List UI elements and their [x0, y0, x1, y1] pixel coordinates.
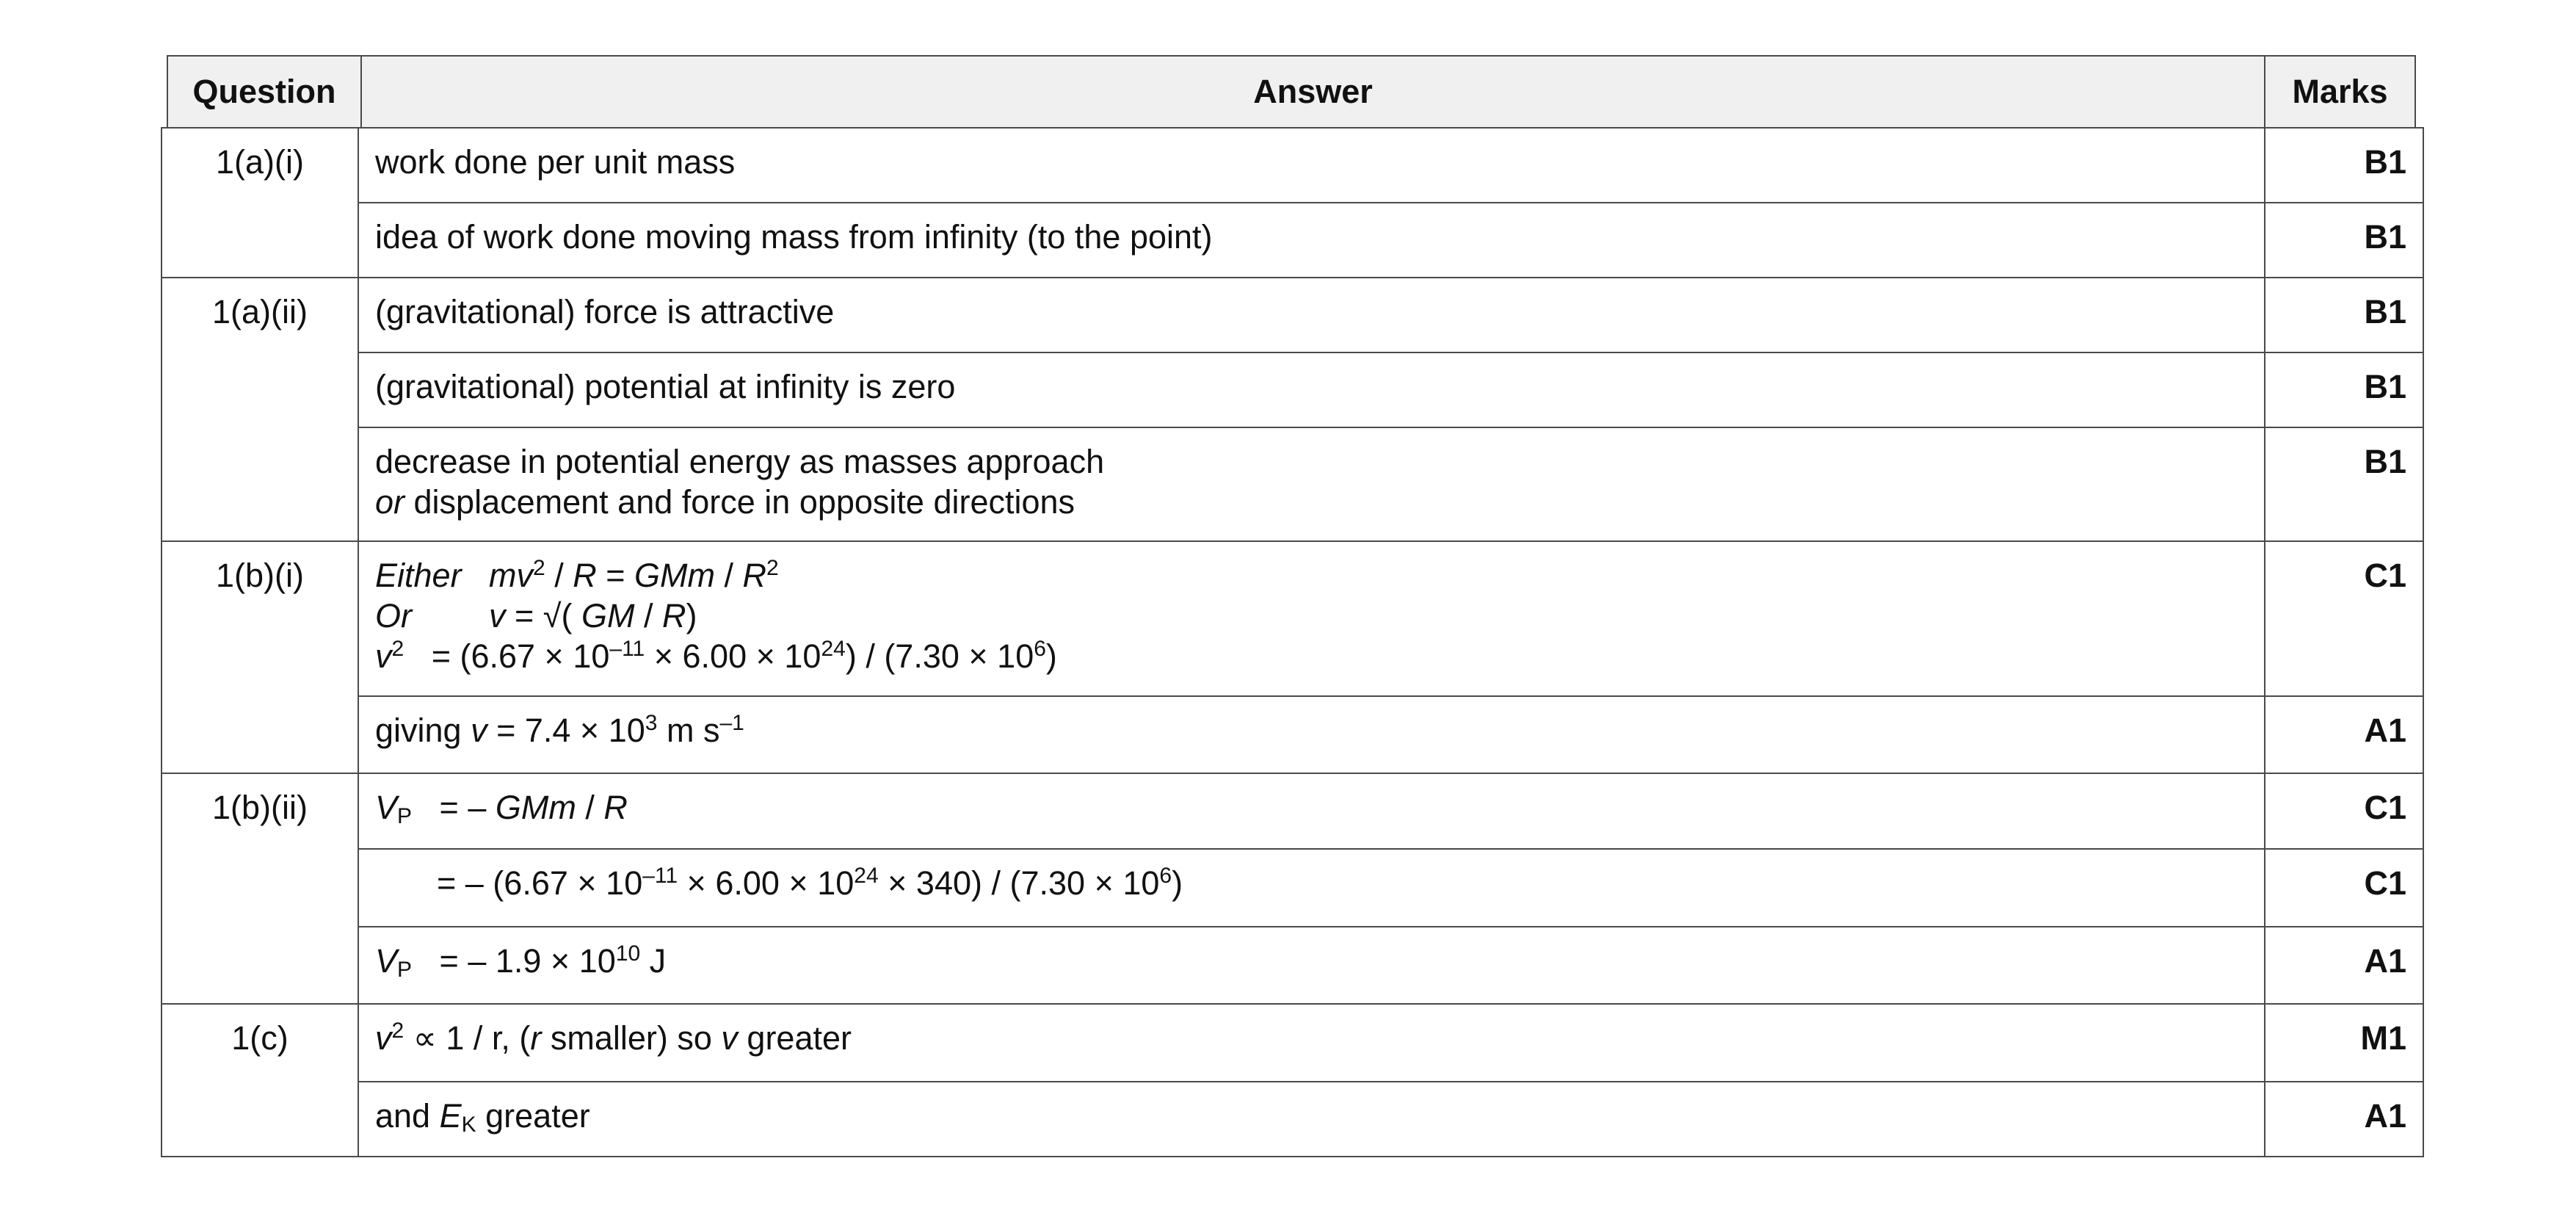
marks-cell: B1 [2265, 352, 2423, 427]
answer-line: decrease in potential energy as masses approach [375, 443, 1105, 480]
answer-cell: (gravitational) force is attractive [358, 278, 2265, 352]
eq-part: R [573, 557, 597, 594]
or-word: or [375, 483, 405, 521]
answer-cell [358, 1082, 2265, 1157]
eq-part: smaller) so [541, 1019, 722, 1057]
answer-text: displacement and force in opposite directions [404, 483, 1075, 521]
or-word: Or [375, 597, 412, 634]
superscript: 24 [854, 864, 879, 888]
eq-part: R [742, 557, 766, 594]
superscript: –11 [642, 864, 678, 888]
superscript: –1 [719, 711, 744, 735]
table-row [162, 773, 2423, 849]
table-row [162, 849, 2423, 927]
marks-cell: B1 [2265, 128, 2423, 203]
answer-cell [358, 427, 2265, 541]
answer-cell: (gravitational) potential at infinity is zero [358, 352, 2265, 427]
eq-part: R [662, 597, 686, 634]
eq-part: v [375, 1019, 392, 1057]
subscript: K [461, 1113, 476, 1137]
eq-part: ) [1045, 637, 1057, 675]
eq-part: = [596, 557, 634, 594]
eq-part: / [714, 557, 743, 594]
eq-part: / [576, 789, 604, 826]
superscript: 3 [645, 711, 658, 735]
marks-cell: A1 [2265, 696, 2423, 773]
table-row [162, 541, 2423, 696]
eq-part: r [530, 1019, 542, 1057]
eq-part: GMm [495, 789, 576, 826]
superscript: –11 [609, 637, 645, 661]
eq-part: = – 1.9 × 10 [439, 942, 616, 980]
eq-part: and [375, 1097, 440, 1135]
subscript: P [397, 804, 413, 828]
eq-part: v [375, 637, 392, 675]
eq-part: = – (6.67 × 10 [437, 864, 643, 902]
or-line [375, 596, 2249, 636]
header-question: Question [167, 55, 362, 129]
answer-cell: idea of work done moving mass from infinity (to the point) [358, 203, 2265, 278]
table-row [162, 278, 2423, 352]
v-squared-line [375, 636, 2249, 676]
header-marks: Marks [2264, 55, 2416, 129]
either-word: Either [375, 557, 462, 594]
eq-part: / [634, 597, 662, 634]
eq-part: GMm [634, 557, 715, 594]
eq-part: mv [489, 557, 533, 594]
superscript: 6 [1034, 637, 1046, 661]
table-row [162, 128, 2423, 203]
eq-part: m s [657, 712, 720, 749]
marks-cell: B1 [2265, 427, 2423, 541]
question-number: 1(c) [162, 1004, 358, 1157]
eq-part: × 6.00 × 10 [645, 637, 821, 675]
answer-cell: work done per unit mass [358, 128, 2265, 203]
eq-part: ) [686, 597, 697, 634]
superscript: 24 [821, 637, 846, 661]
superscript: 6 [1159, 864, 1172, 888]
eq-part: ) [1172, 864, 1183, 902]
table-row [162, 696, 2423, 773]
question-number: 1(a)(i) [162, 128, 358, 278]
answer-cell [358, 1004, 2265, 1082]
eq-part: ) / (7.30 × 10 [845, 637, 1034, 675]
eq-part: E [439, 1097, 462, 1135]
table-row [162, 1004, 2423, 1082]
eq-part: = 7.4 × 10 [487, 712, 645, 749]
eq-part: = (6.67 × 10 [431, 637, 610, 675]
eq-part: × 6.00 × 10 [678, 864, 855, 902]
header-answer: Answer [360, 55, 2265, 129]
eq-part: greater [476, 1097, 590, 1135]
either-line [375, 555, 2249, 596]
answer-line [375, 482, 2249, 522]
answer-cell [358, 541, 2265, 696]
eq-part: = – [439, 789, 496, 826]
eq-part: ∝ 1 / r, ( [404, 1019, 531, 1057]
table-row [162, 203, 2423, 278]
question-number: 1(b)(ii) [162, 773, 358, 1004]
marks-cell: C1 [2265, 773, 2423, 849]
eq-part: v [489, 597, 506, 634]
answer-cell [358, 696, 2265, 773]
eq-part: GM [581, 597, 635, 634]
marks-cell: A1 [2265, 1082, 2423, 1157]
answer-cell [358, 927, 2265, 1004]
eq-part: v [471, 712, 487, 749]
eq-part: v [721, 1019, 738, 1057]
table-row [162, 352, 2423, 427]
marks-cell: A1 [2265, 927, 2423, 1004]
eq-part: J [640, 942, 667, 980]
subscript: P [397, 958, 413, 982]
superscript: 10 [615, 941, 641, 966]
mark-scheme-table [161, 127, 2424, 1157]
question-number: 1(a)(ii) [162, 278, 358, 541]
marks-cell: C1 [2265, 541, 2423, 696]
eq-part: / [545, 557, 573, 594]
superscript: 2 [533, 556, 545, 580]
eq-part: giving [375, 712, 471, 749]
table-row [162, 927, 2423, 1004]
table-row [162, 427, 2423, 541]
question-number: 1(b)(i) [162, 541, 358, 773]
eq-part: × 340) / (7.30 × 10 [878, 864, 1160, 902]
answer-cell [358, 773, 2265, 849]
marks-cell: B1 [2265, 278, 2423, 352]
superscript: 2 [391, 1019, 404, 1043]
marks-cell: B1 [2265, 203, 2423, 278]
eq-part: greater [737, 1019, 852, 1057]
eq-part: V [375, 789, 398, 826]
answer-cell [358, 849, 2265, 927]
marks-cell: M1 [2265, 1004, 2423, 1082]
eq-part: R [603, 789, 628, 826]
eq-part: = √( [505, 597, 581, 634]
superscript: 2 [391, 637, 404, 661]
eq-part: V [375, 942, 398, 980]
marks-cell: C1 [2265, 849, 2423, 927]
table-row [162, 1082, 2423, 1157]
superscript: 2 [766, 556, 779, 580]
